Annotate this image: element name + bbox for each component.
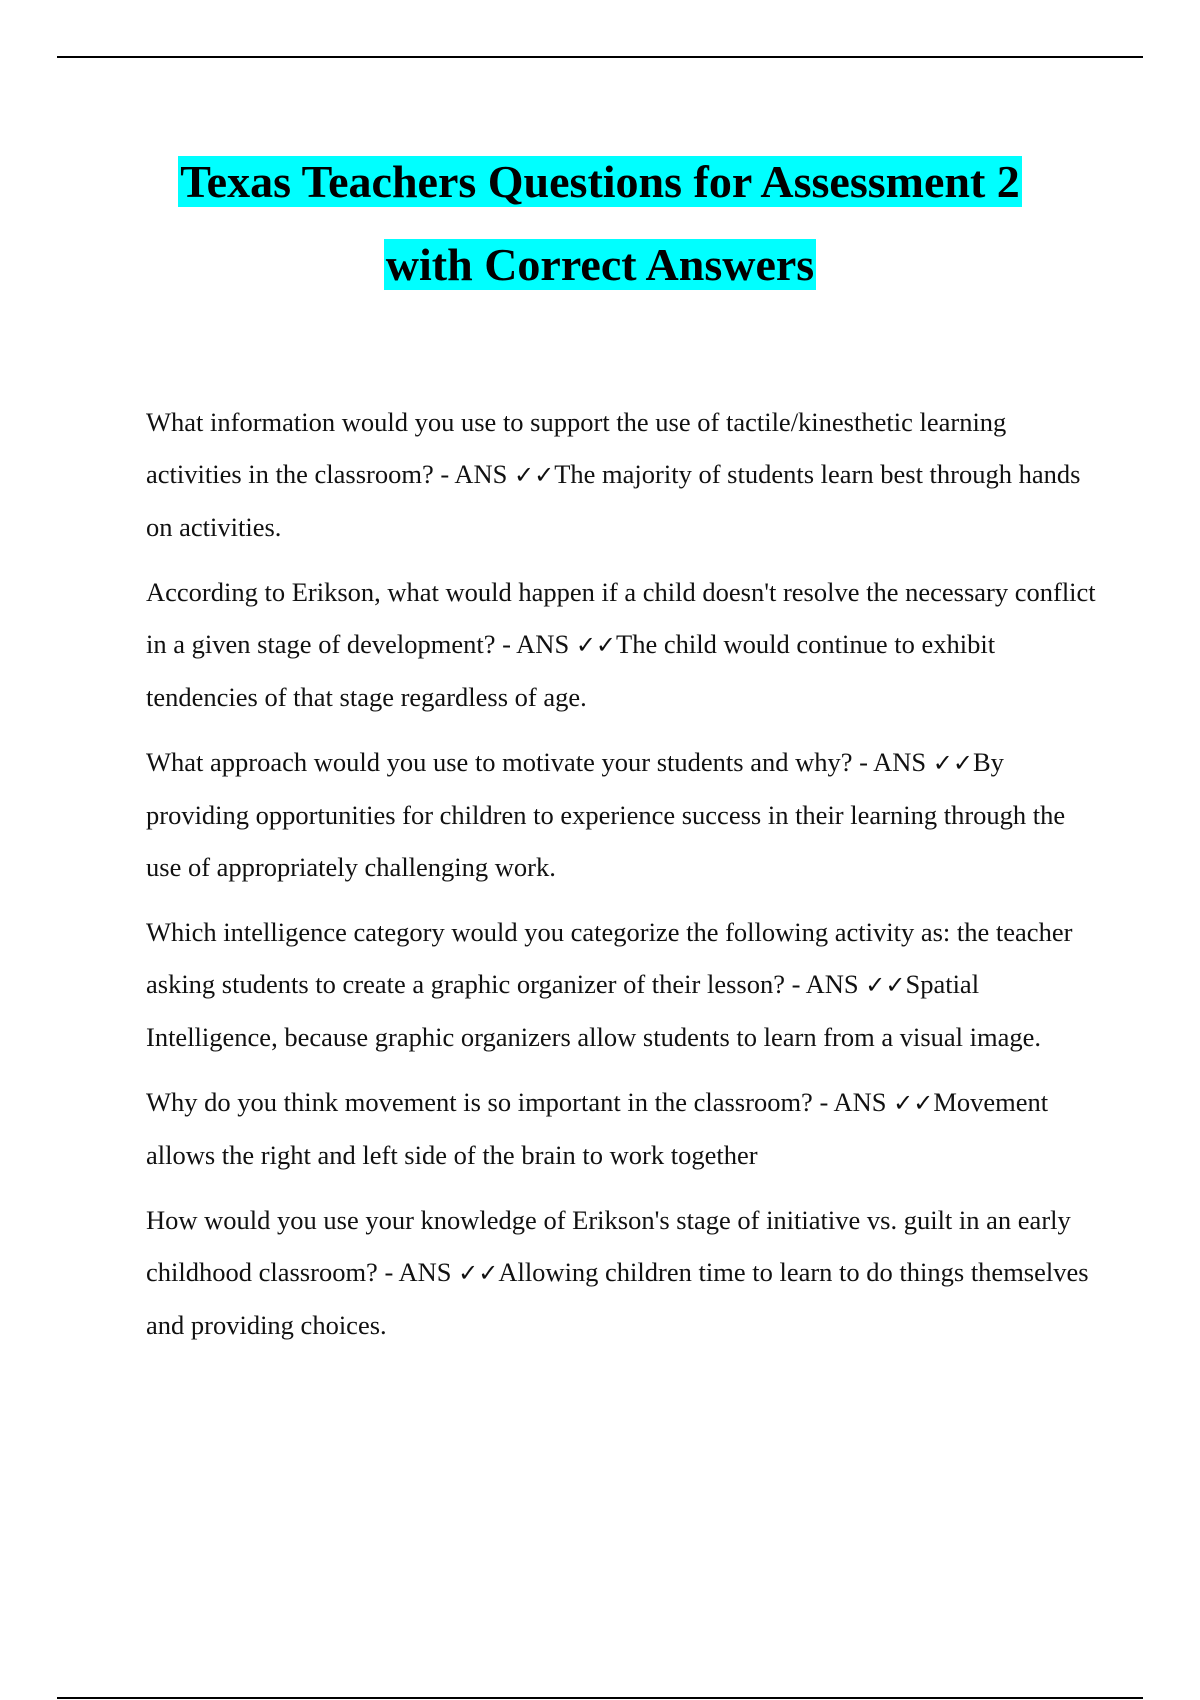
separator: - bbox=[433, 459, 455, 489]
answer-text: The child would continue to exhibit tendencies of that stage regardless of age. bbox=[146, 629, 996, 712]
qa-item bbox=[146, 736, 1096, 893]
question-text: How would you use your knowledge of Erikson's stage of initiative vs. guilt in an early childhood classroom? bbox=[146, 1205, 1071, 1287]
ans-label: ANS bbox=[833, 1087, 887, 1117]
separator: - bbox=[377, 1257, 399, 1287]
ans-label: ANS bbox=[454, 459, 508, 489]
separator: - bbox=[852, 747, 874, 777]
qa-item bbox=[146, 906, 1096, 1063]
separator: - bbox=[784, 969, 806, 999]
footer-rule bbox=[57, 1697, 1143, 1699]
qa-item bbox=[146, 566, 1096, 723]
answer-text: Movement allows the right and left side of the brain to work together bbox=[146, 1087, 1049, 1170]
qa-item bbox=[146, 396, 1096, 553]
ans-label: ANS bbox=[805, 969, 859, 999]
check-icon: ✓✓ bbox=[865, 971, 906, 999]
check-icon: ✓✓ bbox=[458, 1259, 499, 1287]
qa-item bbox=[146, 1194, 1096, 1351]
separator: - bbox=[495, 629, 517, 659]
separator: - bbox=[812, 1087, 834, 1117]
qa-item bbox=[146, 1076, 1096, 1181]
answer-text: By providing opportunities for children to experience success in their learning through the use of appropriately challenging work. bbox=[146, 747, 1066, 882]
check-icon: ✓✓ bbox=[514, 461, 555, 489]
ans-label: ANS bbox=[516, 629, 570, 659]
question-text: According to Erikson, what would happen if a child doesn't resolve the necessary conflict in a given stage of development? bbox=[146, 577, 1096, 659]
question-text: What information would you use to support the use of tactile/kinesthetic learning activities in the classroom? bbox=[146, 407, 1007, 489]
answer-text: Spatial Intelligence, because graphic organizers allow students to learn from a visual image. bbox=[146, 969, 1042, 1052]
check-icon: ✓✓ bbox=[575, 631, 617, 659]
qa-list bbox=[146, 396, 1096, 1364]
question-text: Which intelligence category would you categorize the following activity as: the teacher asking students to create a graphic organizer of their lesson? bbox=[146, 917, 1073, 999]
question-text: Why do you think movement is so important in the classroom? bbox=[146, 1087, 813, 1117]
check-icon: ✓✓ bbox=[893, 1089, 934, 1117]
ans-label: ANS bbox=[398, 1257, 452, 1287]
document-title bbox=[0, 140, 1200, 306]
title-line-2: with Correct Answers bbox=[385, 239, 815, 290]
ans-label: ANS bbox=[873, 747, 927, 777]
answer-text: The majority of students learn best through hands on activities. bbox=[146, 459, 1081, 542]
answer-text: Allowing children time to learn to do things themselves and providing choices. bbox=[146, 1257, 1089, 1340]
check-icon: ✓✓ bbox=[932, 749, 973, 777]
title-line-1: Texas Teachers Questions for Assessment 2 bbox=[180, 156, 1020, 207]
header-rule bbox=[57, 56, 1143, 58]
question-text: What approach would you use to motivate your students and why? bbox=[146, 747, 853, 777]
